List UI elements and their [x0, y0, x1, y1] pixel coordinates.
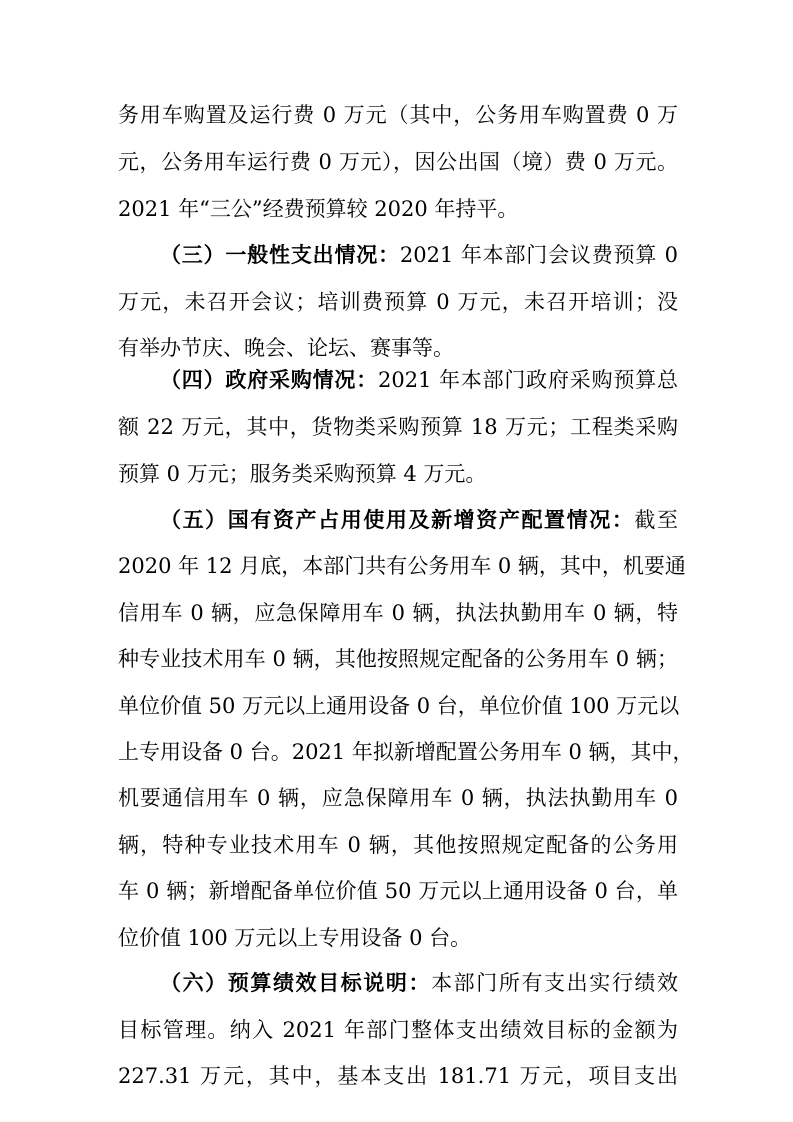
paragraph-line: 信用车 0 辆，应急保障用车 0 辆，执法执勤用车 0 辆，特	[118, 601, 678, 625]
paragraph-line: 额 22 万元，其中，货物类采购预算 18 万元；工程类采购	[118, 415, 678, 439]
paragraph-line: 种专业技术用车 0 辆，其他按照规定配备的公务用车 0 辆；	[118, 647, 678, 671]
paragraph-line: 车 0 辆；新增配备单位价值 50 万元以上通用设备 0 台，单	[118, 879, 678, 903]
section-heading: （三）一般性支出情况：	[160, 243, 400, 267]
paragraph-line: 目标管理。纳入 2021 年部门整体支出绩效目标的金额为	[118, 1018, 678, 1042]
paragraph-first-line	[160, 357, 678, 403]
paragraph-line: 单位价值 50 万元以上通用设备 0 台，单位价值 100 万元以	[118, 694, 680, 718]
paragraph-line: 机要通信用车 0 辆，应急保障用车 0 辆，执法执勤用车 0	[118, 786, 678, 810]
paragraph-line: 2021 年“三公”经费预算较 2020 年持平。	[118, 197, 519, 221]
section-heading: （四）政府采购情况：	[160, 368, 379, 392]
paragraph-text: 截至	[634, 508, 679, 532]
paragraph-line: 辆，特种专业技术用车 0 辆，其他按照规定配备的公务用	[118, 833, 678, 857]
paragraph-line: 万元，未召开会议；培训费预算 0 万元，未召开培训；没	[118, 290, 678, 314]
paragraph-line: 有举办节庆、晚会、论坛、赛事等。	[118, 336, 454, 360]
paragraph-text: 2021 年本部门会议费预算 0	[399, 243, 678, 267]
paragraph-line: 位价值 100 万元以上专用设备 0 台。	[118, 926, 472, 950]
paragraph-line: 2020 年 12 月底，本部门共有公务用车 0 辆，其中，机要通	[118, 554, 686, 578]
paragraph-text: 2021 年本部门政府采购预算总	[378, 368, 679, 392]
paragraph-first-line	[160, 232, 678, 278]
paragraph-text: 本部门所有支出实行绩效	[431, 971, 679, 995]
section-heading: （五）国有资产占用使用及新增资产配置情况：	[160, 508, 635, 532]
paragraph-line: 227.31 万元，其中，基本支出 181.71 万元，项目支出	[118, 1064, 678, 1088]
section-heading: （六）预算绩效目标说明：	[160, 971, 432, 995]
paragraph-line: 元，公务用车运行费 0 万元），因公出国（境）费 0 万元。	[118, 150, 678, 174]
paragraph-line: 务用车购置及运行费 0 万元（其中，公务用车购置费 0 万	[118, 103, 678, 127]
paragraph-line: 预算 0 万元；服务类采购预算 4 万元。	[118, 462, 487, 486]
paragraph-first-line	[160, 960, 678, 1006]
paragraph-line: 上专用设备 0 台。2021 年拟新增配置公务用车 0 辆，其中，	[118, 740, 694, 764]
paragraph-first-line	[160, 497, 678, 543]
